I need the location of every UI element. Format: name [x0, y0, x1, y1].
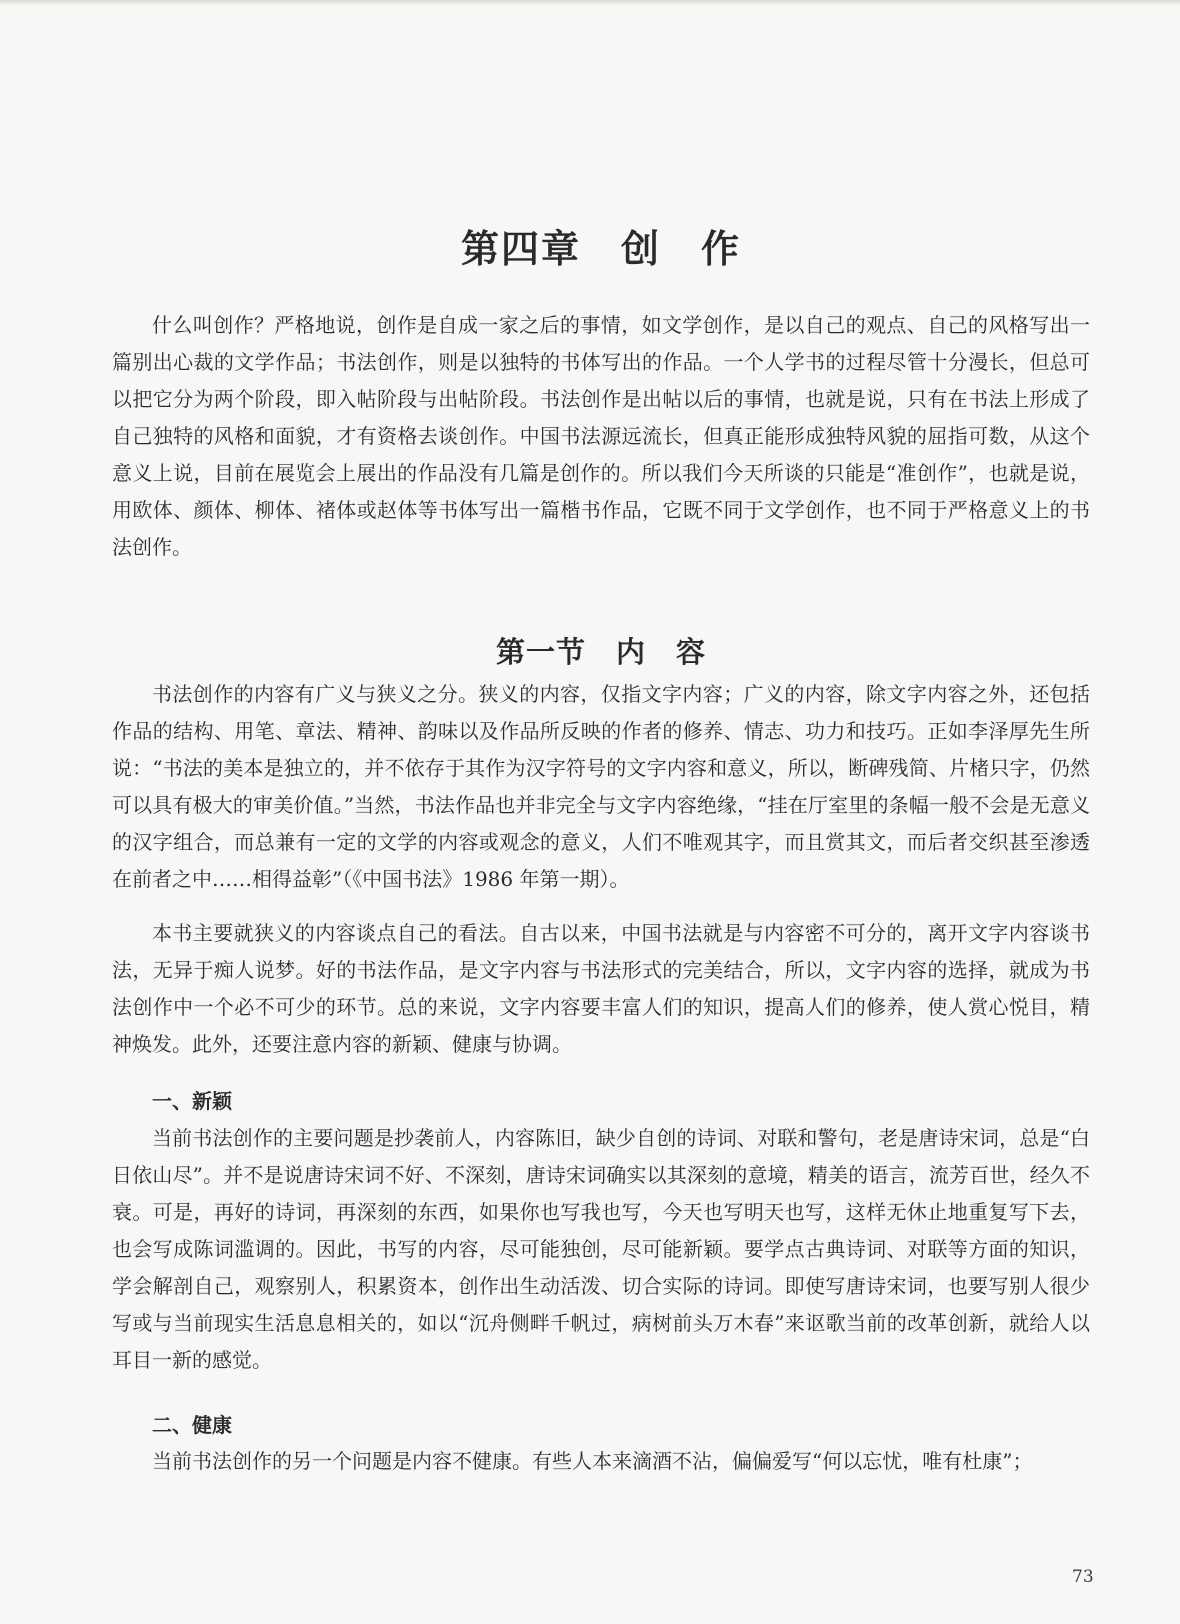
- section-title: 第一节 内 容: [495, 635, 706, 669]
- subsection-body-1: [112, 1120, 1090, 1379]
- subsection-heading-2: 二、健康: [152, 1413, 232, 1437]
- chapter-title: 第四章 创 作: [460, 227, 741, 271]
- section-body: [112, 676, 1090, 898]
- page-top-edge: [0, 0, 1180, 6]
- subsection-heading-1: 一、新颖: [152, 1089, 232, 1113]
- section-paragraph-2: 本书主要就狭义的内容谈点自己的看法。自古以来，中国书法就是与内容密不可分的，离开文字内容谈书法，无异于痴人说梦。好的书法作品，是文字内容与书法形式的完美结合，所以，文字内容的选择，就成为书法创作中一个必不可少的环节。总的来说，文字内容要丰富人们的知识，提高人们的修养，使人赏心悦目，精神焕发。此外，还要注意内容的新颖、健康与协调。: [112, 921, 1090, 1056]
- section-paragraph-1: 书法创作的内容有广义与狭义之分。狭义的内容，仅指文字内容；广义的内容，除文字内容之外，还包括作品的结构、用笔、章法、精神、韵味以及作品所反映的作者的修养、情志、功力和技巧。正如李泽厚先生所说：“书法的美本是独立的，并不依存于其作为汉字符号的文字内容和意义，所以，断碑残简、片楮只字，仍然可以具有极大的审美价值。”当然，书法作品也并非完全与文字内容绝缘，“挂在厅室里的条幅一般不会是无意义的汉字组合，而总兼有一定的文学的内容或观念的意义，人们不唯观其字，而且赏其文，而后者交织甚至渗透在前者之中……相得益彰”（《中国书法》1986 年第一期）。: [112, 682, 1090, 891]
- section-body-2: [112, 915, 1090, 1063]
- subsection-paragraph-2: 当前书法创作的另一个问题是内容不健康。有些人本来滴酒不沾，偏偏爱写“何以忘忧，唯有杜康”；: [152, 1449, 1033, 1473]
- subsection-paragraph-1: 当前书法创作的主要问题是抄袭前人，内容陈旧，缺少自创的诗词、对联和警句，老是唐诗宋词，总是“白日依山尽”。并不是说唐诗宋词不好、不深刻，唐诗宋词确实以其深刻的意境，精美的语言，流芳百世，经久不衰。可是，再好的诗词，再深刻的东西，如果你也写我也写，今天也写明天也写，这样无休止地重复写下去，也会写成陈词滥调的。因此，书写的内容，尽可能独创，尽可能新颖。要学点古典诗词、对联等方面的知识，学会解剖自己，观察别人，积累资本，创作出生动活泼、切合实际的诗词。即使写唐诗宋词，也要写别人很少写或与当前现实生活息息相关的，如以“沉舟侧畔千帆过，病树前头万木春”来讴歌当前的改革创新，就给人以耳目一新的感觉。: [112, 1126, 1090, 1372]
- chapter-intro: [112, 307, 1090, 566]
- intro-paragraph: 什么叫创作？严格地说，创作是自成一家之后的事情，如文学创作，是以自己的观点、自己的风格写出一篇别出心裁的文学作品；书法创作，则是以独特的书体写出的作品。一个人学书的过程尽管十分漫长，但总可以把它分为两个阶段，即入帖阶段与出帖阶段。书法创作是出帖以后的事情，也就是说，只有在书法上形成了自己独特的风格和面貌，才有资格去谈创作。中国书法源远流长，但真正能形成独特风貌的屈指可数，从这个意义上说，目前在展览会上展出的作品没有几篇是创作的。所以我们今天所谈的只能是“准创作”，也就是说，用欧体、颜体、柳体、褚体或赵体等书体写出一篇楷书作品，它既不同于文学创作，也不同于严格意义上的书法创作。: [112, 313, 1090, 559]
- subsection-body-2: [112, 1443, 1090, 1480]
- page-number: 73: [1072, 1567, 1094, 1587]
